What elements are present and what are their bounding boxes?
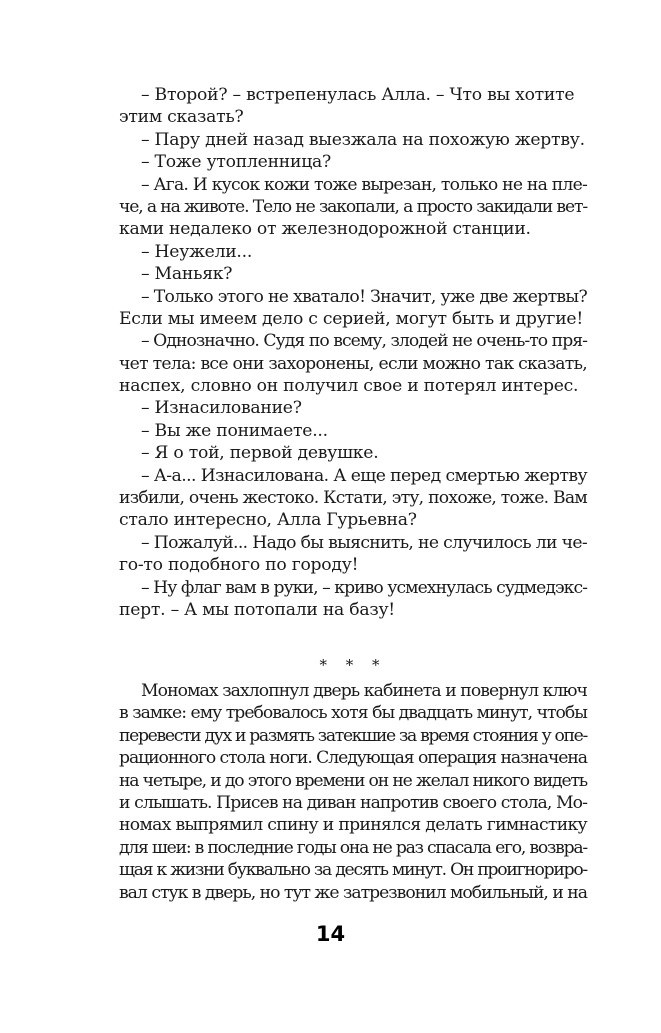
text-line: перт. – А мы потопали на базу!	[119, 599, 395, 620]
text-line: че, а на животе. Тело не закопали, а просто закидали вет-	[119, 196, 587, 217]
text-line: этим сказать?	[119, 107, 244, 128]
text-line: на четыре, и до этого времени он не желал никого видеть	[119, 770, 587, 791]
scene-break-asterisks: * * *	[319, 656, 387, 674]
text-line: чет тела: все они захоронены, если можно так сказать,	[119, 353, 587, 374]
text-line: перевести дух и размять затекшие за время стояния у опе-	[119, 725, 587, 746]
text-line: Мономах захлопнул дверь кабинета и повернул ключ	[141, 681, 587, 701]
text-line: Если мы имеем дело с серией, могут быть и другие!	[119, 308, 583, 329]
text-line: – Пару дней назад выезжала на похожую жертву.	[141, 129, 585, 150]
text-line: избили, очень жестоко. Кстати, эту, похоже, тоже. Вам	[119, 488, 587, 509]
text-line: и слышать. Присев на диван напротив своего стола, Мо-	[119, 792, 587, 813]
text-line: наспех, словно он получил свое и потерял интерес.	[119, 376, 579, 397]
page-number: 14	[315, 922, 346, 946]
text-line: ками недалеко от железнодорожной станции.	[119, 219, 531, 240]
text-line: – Я о той, первой девушке.	[141, 443, 379, 464]
text-line: – Пожалуй... Надо бы выяснить, не случилось ли че-	[141, 532, 587, 553]
dialogue-block	[119, 84, 587, 621]
narrative-block	[119, 680, 587, 904]
text-line: – Ну флаг вам в руки, – криво усмехнулась судмедэкс-	[141, 577, 587, 598]
text-line: в замке: ему требовалось хотя бы двадцать минут, чтобы	[119, 703, 587, 724]
text-line: – Изнасилование?	[141, 398, 302, 419]
text-line: стало интересно, Алла Гурьевна?	[119, 510, 417, 531]
text-line: го-то подобного по городу!	[119, 555, 359, 576]
text-line: – Вы же понимаете...	[141, 420, 328, 441]
text-line: – Однозначно. Судя по всему, злодей не очень-то пря-	[141, 331, 587, 352]
text-line: щая к жизни буквально за десять минут. Он проигнориро-	[119, 860, 587, 881]
text-line: для шеи: в последние годы она не раз спасала его, возвра-	[119, 837, 587, 858]
text-line: – Тоже утопленница?	[141, 152, 331, 173]
text-line: – А-а... Изнасилована. А еще перед смертью жертву	[141, 465, 587, 486]
text-line: номах выпрямил спину и принялся делать гимнастику	[119, 815, 587, 836]
text-line: – Второй? – встрепенулась Алла. – Что вы хотите	[141, 85, 575, 105]
text-line: – Ага. И кусок кожи тоже вырезан, только не на пле-	[141, 174, 587, 195]
text-line: вал стук в дверь, но тут же затрезвонил мобильный, и на	[119, 882, 587, 903]
text-line: рационного стола ноги. Следующая операция назначена	[119, 748, 587, 769]
text-line: – Неужели...	[141, 241, 253, 262]
text-line: – Маньяк?	[141, 264, 233, 285]
text-line: – Только этого не хватало! Значит, уже две жертвы?	[141, 286, 587, 307]
